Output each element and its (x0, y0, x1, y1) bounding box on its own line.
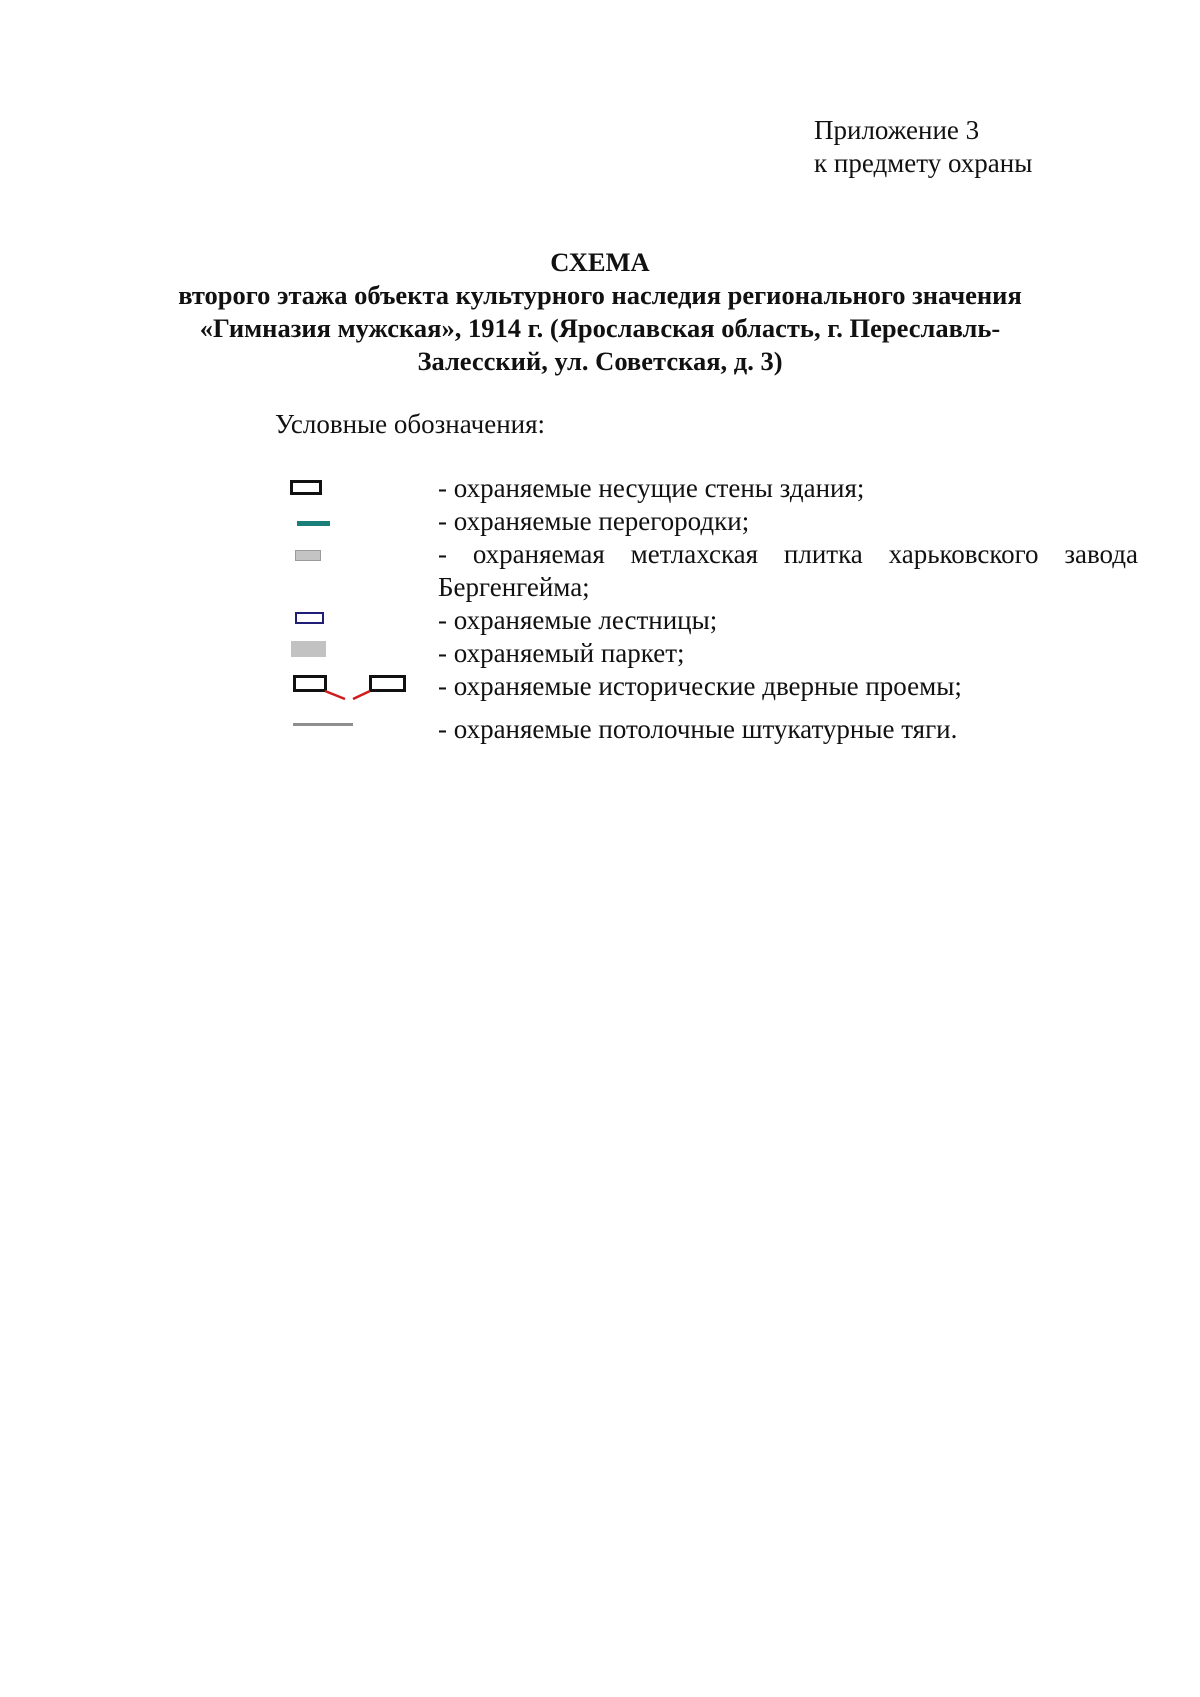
legend-item-stairs: - охраняемые лестницы; (438, 605, 718, 635)
legend-item-parquet: - охраняемый паркет; (438, 638, 685, 668)
bearing-wall-symbol (290, 480, 322, 495)
legend-item-partitions: - охраняемые перегородки; (438, 506, 750, 536)
legend-item-tile: - охраняемая метлахская плитка харьковского завода (438, 539, 1138, 569)
stairs-symbol (295, 612, 324, 624)
legend-item-tile-continued: Бергенгейма; (438, 572, 590, 602)
door-opening-symbol (293, 675, 408, 705)
legend-item-bearing-walls: - охраняемые несущие стены здания; (438, 473, 865, 503)
title-line-1: второго этажа объекта культурного наследия регионального значения (178, 280, 1022, 310)
title-line-2: «Гимназия мужская», 1914 г. (Ярославская область, г. Переславль- (199, 313, 1001, 343)
partition-symbol (297, 521, 330, 526)
title-heading: СХЕМА (550, 247, 650, 277)
parquet-symbol (291, 641, 326, 657)
legend-heading: Условные обозначения: (275, 409, 546, 439)
tile-symbol (295, 550, 321, 561)
title-line-3: Залесский, ул. Советская, д. 3) (417, 346, 783, 376)
appendix-line-2: к предмету охраны (814, 148, 1033, 178)
cornice-symbol (293, 723, 353, 726)
document-title (150, 246, 1050, 378)
appendix-note (814, 114, 1032, 180)
legend-item-cornices: - охраняемые потолочные штукатурные тяги. (438, 714, 958, 744)
legend-item-door-openings: - охраняемые исторические дверные проемы; (438, 671, 962, 701)
appendix-line-1: Приложение 3 (814, 115, 980, 145)
